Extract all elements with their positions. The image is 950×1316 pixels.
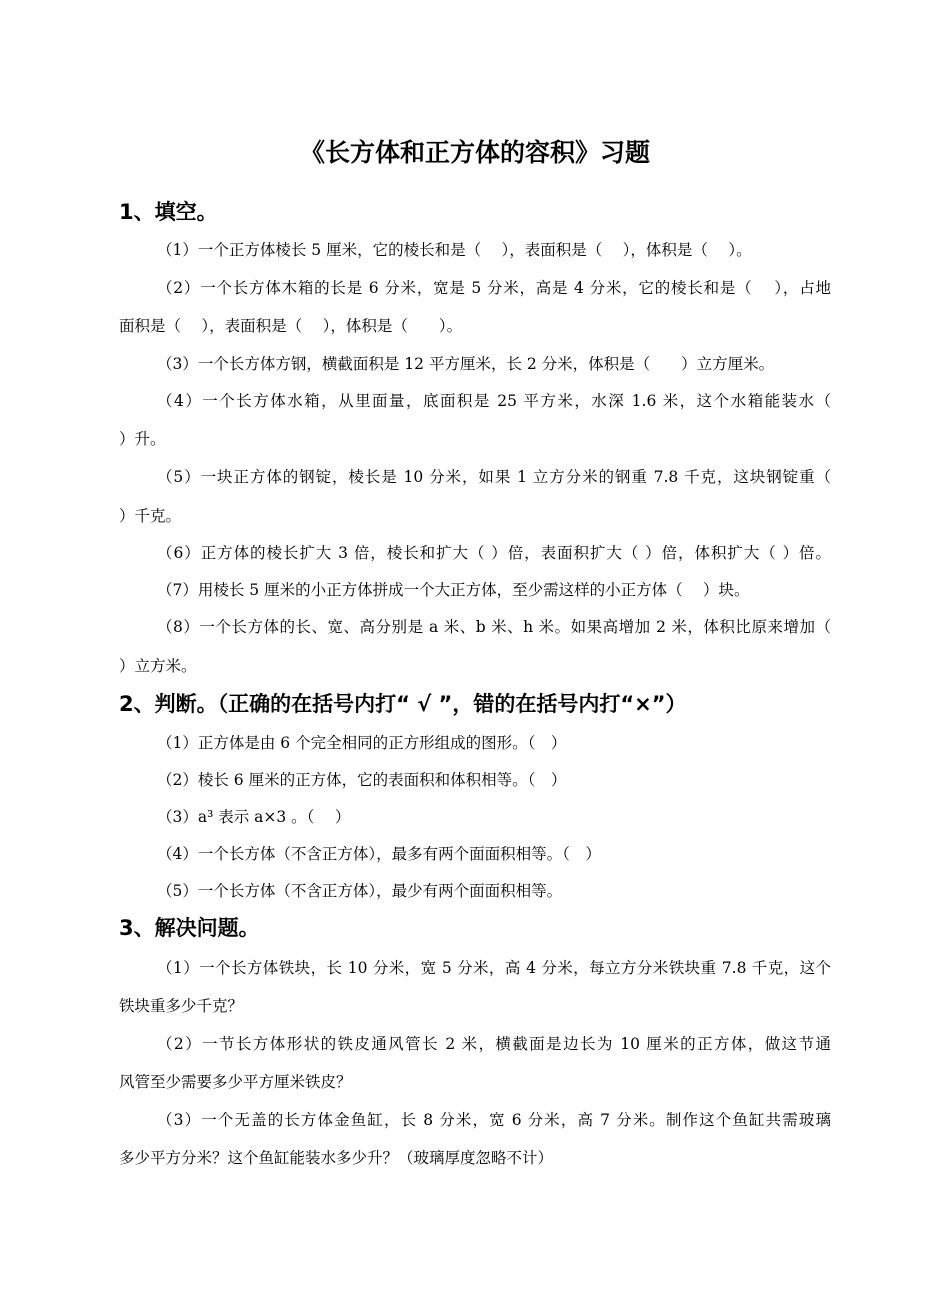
question-line: 面积是（ ），表面积是（ ），体积是（ ）。 bbox=[119, 317, 463, 335]
question-line: （8）一个长方体的长、宽、高分别是 a 米、b 米、h 米。如果高增加 2 米，体积比原来增加（ bbox=[157, 618, 831, 636]
question-line: ）升。 bbox=[119, 430, 166, 448]
section-heading-problems: 3、解决问题。 bbox=[119, 916, 260, 940]
question-line: （7）用棱长 5 厘米的小正方体拼成一个大正方体，至少需这样的小正方体（ ）块。 bbox=[157, 581, 750, 599]
question-line: （5）一块正方体的钢锭，棱长是 10 分米，如果 1 立方分米的钢重 7.8 千克，这块钢锭重（ bbox=[157, 468, 831, 486]
question-line: 风管至少需要多少平方厘米铁皮？ bbox=[119, 1073, 352, 1091]
question-line: （1）正方体是由 6 个完全相同的正方形组成的图形。（ ） bbox=[157, 734, 567, 752]
question-line: （3）一个长方体方钢，横截面积是 12 平方厘米，长 2 分米，体积是（ ）立方厘米。 bbox=[157, 355, 775, 373]
question-line: （2）一节长方体形状的铁皮通风管长 2 米，横截面是边长为 10 厘米的正方体，做这节通 bbox=[157, 1035, 831, 1053]
question-line: （3）一个无盖的长方体金鱼缸，长 8 分米，宽 6 分米，高 7 分米。制作这个鱼缸共需玻璃 bbox=[157, 1111, 831, 1129]
question-line: （3）a³ 表示 a×3 。（ ） bbox=[157, 808, 351, 826]
question-line: （1）一个长方体铁块，长 10 分米，宽 5 分米，高 4 分米，每立方分米铁块重 7.8 千克，这个 bbox=[157, 959, 831, 977]
question-line: 多少平方分米？这个鱼缸能装水多少升？（玻璃厚度忽略不计） bbox=[119, 1149, 554, 1167]
question-line: （2）一个长方体木箱的长是 6 分米，宽是 5 分米，高是 4 分米，它的棱长和是（ ），占地 bbox=[157, 279, 831, 297]
section-heading-true-false: 2、判断。（正确的在括号内打“ √ ”，错的在括号内打“×”） bbox=[119, 692, 687, 716]
question-line: ）立方米。 bbox=[119, 657, 197, 675]
section-heading-fill-in: 1、填空。 bbox=[119, 200, 218, 224]
question-line: （4）一个长方体（不含正方体），最多有两个面面积相等。（ ） bbox=[157, 845, 601, 863]
question-line: （4）一个长方体水箱，从里面量，底面积是 25 平方米，水深 1.6 米，这个水箱能装水（ bbox=[157, 392, 831, 410]
question-line: 铁块重多少千克？ bbox=[119, 997, 244, 1015]
question-line: ）千克。 bbox=[119, 507, 182, 525]
question-line: （2）棱长 6 厘米的正方体，它的表面积和体积相等。（ ） bbox=[157, 771, 567, 789]
question-line: （5）一个长方体（不含正方体），最少有两个面面积相等。 bbox=[157, 882, 563, 900]
question-line: （1）一个正方体棱长 5 厘米，它的棱长和是（ ），表面积是（ ），体积是（ ）。 bbox=[157, 241, 752, 259]
page-title: 《长方体和正方体的容积》习题 bbox=[299, 138, 650, 167]
question-line: （6）正方体的棱长扩大 3 倍，棱长和扩大（ ）倍，表面积扩大（ ）倍，体积扩大（ ）倍。 bbox=[157, 544, 831, 562]
